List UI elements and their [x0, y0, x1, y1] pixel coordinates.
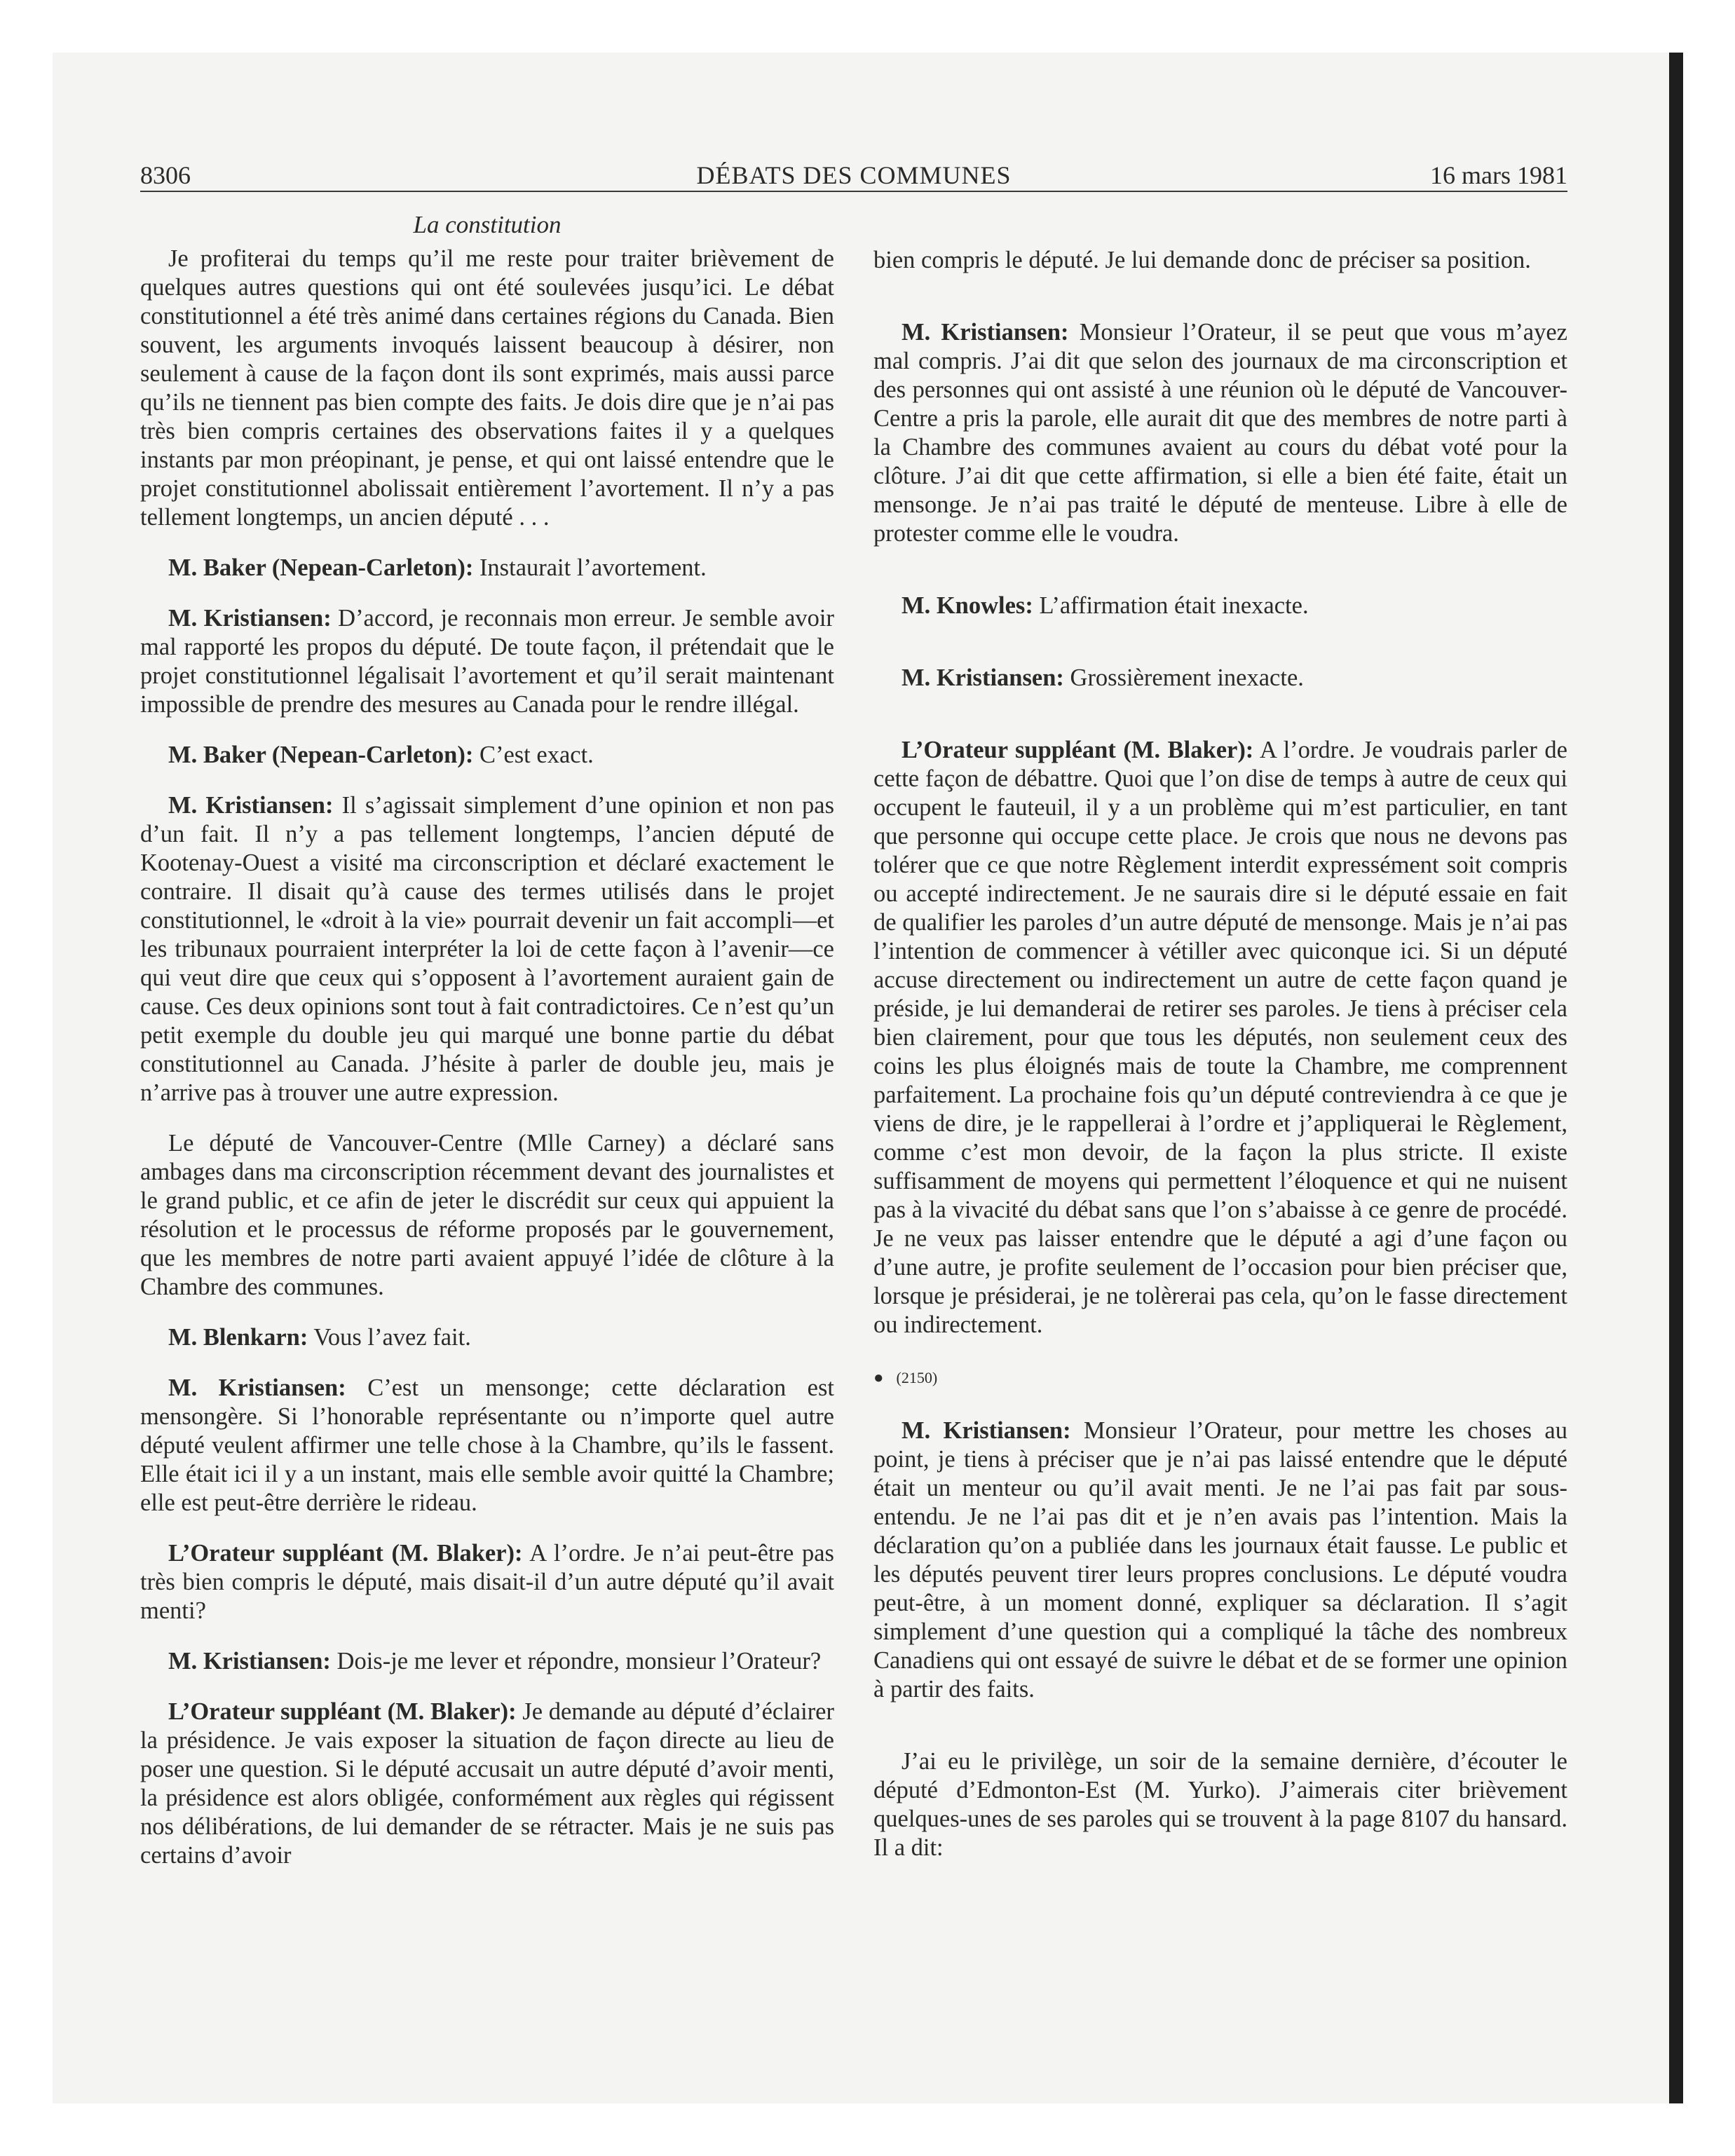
speaker-name: M. Knowles: — [901, 592, 1033, 619]
paragraph-text: D’accord, je reconnais mon erreur. Je semble avoir mal rapporté les propos du député. De toute façon, il prétendait que le projet constitutionnel légalisait l’avortement et qu’il serait maintenant impossible de prendre des mesures au Canada pour le rendre illégal. — [140, 605, 834, 718]
speaker-name: M. Kristiansen: — [901, 664, 1064, 691]
bullet-icon: ● — [873, 1369, 884, 1387]
paragraph — [140, 1129, 834, 1302]
paragraph-text: L’affirmation était inexacte. — [1033, 592, 1309, 619]
paragraph — [140, 791, 834, 1107]
paragraph-text: C’est un mensonge; cette déclaration est mensongère. Si l’honorable représentante ou n’importe quel autre député veulent affirmer une telle chose à la Chambre, qu’ils le fassent. Elle était ici il y a un instant, mais elle semble avoir quitté la Chambre; elle est peut-être derrière le rideau. — [140, 1374, 834, 1516]
paragraph-text: Grossièrement inexacte. — [1063, 664, 1304, 691]
paragraph — [873, 246, 1567, 275]
paragraph-text: C’est exact. — [473, 742, 594, 768]
paragraph-text: Monsieur l’Orateur, pour mettre les choses au point, je tiens à préciser que je n’ai pas laissé entendre que le député était un menteur ou qu’il avait menti. Je ne l’ai pas fait par sous-entendu. Je ne l’ai pas dit et je n’en avais pas l’intention. Mais la déclaration qu’on a publiée dans les journaux était fausse. Le public et les députés peuvent tirer leurs propres conclusions. Le député voudra peut-être, à un moment donné, expliquer sa déclaration. Il s’agit simplement d’une question qui a compliqué la tâche des nombreux Canadiens qui ont essayé de suivre le débat et de se former une opinion à partir des faits. — [873, 1417, 1567, 1703]
speaker-name: M. Baker (Nepean-Carleton): — [168, 742, 474, 768]
speaker-name: M. Kristiansen: — [168, 605, 332, 632]
page-header — [140, 160, 1567, 192]
speaker-name: M. Kristiansen: — [168, 1374, 346, 1401]
speaker-name: M. Kristiansen: — [901, 319, 1069, 346]
left-column — [140, 210, 834, 1892]
paragraph — [873, 736, 1567, 1339]
right-column — [873, 246, 1567, 1884]
paragraph — [873, 1747, 1567, 1862]
speaker-name: M. Blenkarn: — [168, 1324, 308, 1351]
paragraph — [140, 741, 834, 770]
speaker-name: M. Kristiansen: — [168, 792, 334, 819]
paragraph — [140, 1539, 834, 1625]
paragraph — [873, 1417, 1567, 1704]
paragraph-text: Vous l’avez fait. — [308, 1324, 471, 1351]
paragraph-text: Je demande au député d’éclairer la présidence. Je vais exposer la situation de façon directe au lieu de poser une question. Si le député accusait un autre député d’avoir menti, la présidence est alors obligée, conformément aux règles qui régissent nos délibérations, de lui demander de se rétracter. Mais je ne suis pas certains d’avoir — [140, 1698, 834, 1869]
issue-date: 16 mars 1981 — [1430, 161, 1567, 189]
paragraph — [873, 592, 1567, 620]
speaker-name: L’Orateur suppléant (M. Blaker): — [901, 737, 1254, 763]
time-marker-text: (2150) — [896, 1369, 938, 1386]
paragraph — [140, 604, 834, 719]
speaker-name: M. Kristiansen: — [168, 1648, 331, 1674]
paragraph-text: J’ai eu le privilège, un soir de la semaine dernière, d’écouter le député d’Edmonton-Est (M. Yurko). J’aimerais citer brièvement quelques-unes de ses paroles qui se trouvent à la page 8107 du hansard. Il a dit: — [873, 1748, 1567, 1861]
paragraph-text: Je profiterai du temps qu’il me reste pour traiter brièvement de quelques autres questions qui ont été soulevées jusqu’ici. Le débat constitutionnel a été très animé dans certaines régions du Canada. Bien souvent, les arguments invoqués laissent beaucoup à désirer, non seulement à cause de la façon dont ils sont exprimés, mais aussi parce qu’ils ne tiennent pas bien compte des faits. Je dois dire que je n’ai pas très bien compris certaines des observations faites il y a quelques instants par mon préopinant, je pense, et qui ont laissé entendre que le projet constitutionnel abolissait entièrement l’avortement. Il n’y a pas tellement longtemps, un ancien député . . . — [140, 245, 834, 531]
paragraph-text: A l’ordre. Je voudrais parler de cette façon de débattre. Quoi que l’on dise de temps à autre de ceux qui occupent le fauteuil, il y a un problème qui m’est particulier, en tant que personne qui occupe cette place. Je crois que nous ne devons pas tolérer que ce que notre Règlement interdit expressément soit compris ou accepté indirectement. Je ne saurais dire si le député essaie en fait de qualifier les paroles d’un autre député de mensonge. Mais je n’ai pas l’intention de commencer à vétiller avec quiconque ici. Si un député accuse directement ou indirectement un autre de cette façon quand je préside, je lui demanderai de retirer ses paroles. Je tiens à préciser cela bien clairement, pour que tous les députés, non seulement ceux des coins les plus éloignés mais de toute la Chambre, me comprennent parfaitement. La prochaine fois qu’un député contreviendra à ce que je viens de dire, je le rappellerai à l’ordre et j’appliquerai le Règlement, comme c’est mon devoir, de la façon la plus stricte. Il existe suffisamment de moyens qui permettent l’éloquence et qui ne nuisent pas à la vivacité du débat sans que l’on s’abaisse à ce genre de procédé. Je ne veux pas laisser entendre que le député a agi d’une façon ou d’une autre, je profite seulement de l’occasion pour bien préciser que, lorsque je présiderai, je ne tolèrerai pas cela, qu’on le fasse directement ou indirectement. — [873, 737, 1567, 1338]
paragraph-text: bien compris le député. Je lui demande donc de préciser sa position. — [873, 247, 1531, 273]
speaker-name: M. Kristiansen: — [901, 1417, 1071, 1444]
paragraph — [140, 245, 834, 532]
paragraph-text: Le député de Vancouver-Centre (Mlle Carney) a déclaré sans ambages dans ma circonscription récemment devant des journalistes et le grand public, et ce afin de jeter le discrédit sur ceux qui appuient la résolution et le processus de réforme proposés par le gouvernement, que les membres de notre parti avaient appuyé l’idée de clôture à la Chambre des communes. — [140, 1130, 834, 1300]
paragraph — [873, 318, 1567, 548]
journal-title: DÉBATS DES COMMUNES — [696, 161, 1012, 189]
paragraph — [140, 1374, 834, 1517]
paragraph — [140, 1323, 834, 1352]
paragraph-text: Il s’agissait simplement d’une opinion et non pas d’un fait. Il n’y a pas tellement longtemps, l’ancien député de Kootenay-Ouest a visité ma circonscription et déclaré exactement le contraire. Il disait qu’à cause des termes utilisés dans le projet constitutionnel, le «droit à la vie» pourrait devenir un fait accompli—et les tribunaux pourraient interpréter la loi de cette façon à l’avenir—ce qui veut dire que ceux qui s’opposent à l’avortement auraient gain de cause. Ces deux opinions sont tout à fait contradictoires. Ce n’est qu’un petit exemple du double jeu qui marqué une bonne partie du débat constitutionnel au Canada. J’hésite à parler de double jeu, mais je n’arrive pas à trouver une autre expression. — [140, 792, 834, 1106]
paragraph — [140, 1698, 834, 1870]
paragraph-text: Instaurait l’avortement. — [473, 554, 707, 581]
speaker-name: M. Baker (Nepean-Carleton): — [168, 554, 474, 581]
scan-edge-bar — [1669, 53, 1683, 2103]
speaker-name: L’Orateur suppléant (M. Blaker): — [168, 1540, 523, 1567]
paragraph — [140, 554, 834, 582]
page-number: 8306 — [140, 161, 191, 189]
section-title: La constitution — [413, 211, 562, 238]
paragraph-text: A l’ordre. Je n’ai peut-être pas très bien compris le député, mais disait-il d’un autre député qu’il avait menti? — [140, 1540, 834, 1624]
time-marker — [873, 1367, 1567, 1389]
paragraph-text: Dois-je me lever et répondre, monsieur l’Orateur? — [330, 1648, 822, 1674]
paragraph — [873, 664, 1567, 692]
paragraph-text: Monsieur l’Orateur, il se peut que vous m’ayez mal compris. J’ai dit que selon des journaux de ma circonscription et des personnes qui ont assisté à une réunion où le député de Vancouver-Centre a pris la parole, elle aurait dit que des membres de notre parti à la Chambre des communes avaient au cours du débat voté pour la clôture. J’ai dit que cette affirmation, si elle a bien été faite, était un mensonge. Je n’ai pas traité le député de menteuse. Libre à elle de protester comme elle le voudra. — [873, 319, 1567, 547]
speaker-name: L’Orateur suppléant (M. Blaker): — [168, 1698, 517, 1725]
paragraph — [140, 1647, 834, 1676]
